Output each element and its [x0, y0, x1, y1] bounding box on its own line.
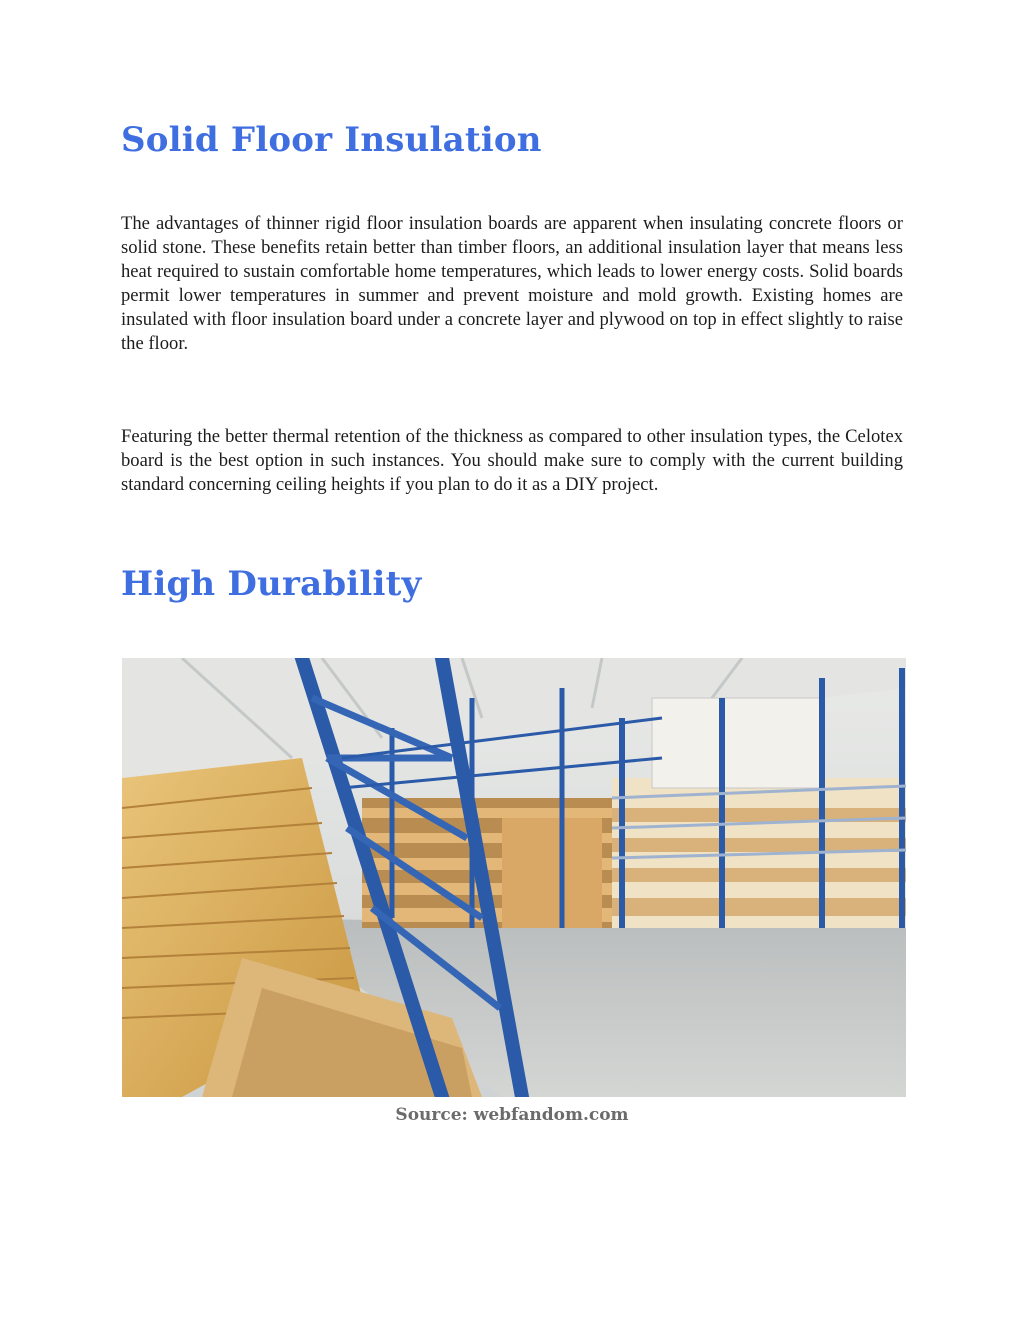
- paragraph-advantages: The advantages of thinner rigid floor insulation boards are apparent when insulating concrete floors or solid stone. These benefits retain better than timber floors, an additional insulation layer that means less heat required to sustain comfortable home temperatures, which leads to lower energy costs. Solid boards permit lower temperatures in summer and prevent moisture and mold growth. Existing homes are insulated with floor insulation board under a concrete layer and plywood on top in effect slightly to raise the floor.: [121, 213, 903, 354]
- warehouse-photo: [122, 658, 906, 1097]
- image-caption: Source: webfandom.com: [395, 1105, 629, 1125]
- paragraph-celotex: Featuring the better thermal retention of the thickness as compared to other insulation types, the Celotex board is the best option in such instances. You should make sure to comply with the current building standard concerning ceiling heights if you plan to do it as a DIY project.: [121, 426, 903, 495]
- section-heading-high-durability: High Durability: [121, 564, 422, 604]
- section-heading-solid-floor: Solid Floor Insulation: [121, 120, 542, 160]
